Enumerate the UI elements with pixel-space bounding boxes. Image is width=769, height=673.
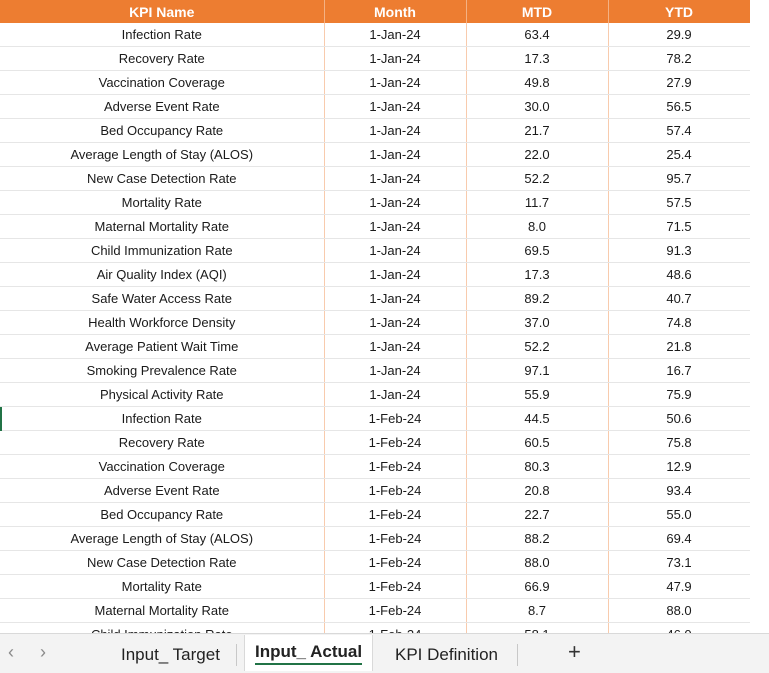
cell-ytd[interactable]: 57.5 bbox=[608, 191, 750, 215]
cell-ytd[interactable]: 95.7 bbox=[608, 167, 750, 191]
cell-month[interactable]: 1-Jan-24 bbox=[324, 191, 466, 215]
cell-month[interactable]: 1-Feb-24 bbox=[324, 479, 466, 503]
cell-ytd[interactable]: 12.9 bbox=[608, 455, 750, 479]
cell-ytd[interactable]: 93.4 bbox=[608, 479, 750, 503]
cell-kpi-name[interactable]: Health Workforce Density bbox=[0, 311, 324, 335]
cell-kpi-name[interactable]: Air Quality Index (AQI) bbox=[0, 263, 324, 287]
cell-month[interactable]: 1-Jan-24 bbox=[324, 359, 466, 383]
cell-kpi-name[interactable]: Infection Rate bbox=[0, 23, 324, 47]
cell-kpi-name[interactable]: Bed Occupancy Rate bbox=[0, 503, 324, 527]
table-row bbox=[0, 71, 750, 95]
cell-month[interactable]: 1-Jan-24 bbox=[324, 119, 466, 143]
tab-label: KPI Definition bbox=[395, 645, 498, 664]
table-row bbox=[0, 167, 750, 191]
tab-label: Input_ Target bbox=[121, 645, 220, 664]
table-row bbox=[0, 143, 750, 167]
cell-mtd[interactable]: 20.8 bbox=[466, 479, 608, 503]
cell-kpi-name[interactable]: Child Immunization Rate bbox=[0, 239, 324, 263]
cell-mtd[interactable]: 8.0 bbox=[466, 215, 608, 239]
cell-mtd[interactable]: 11.7 bbox=[466, 191, 608, 215]
header-mtd[interactable]: MTD bbox=[466, 0, 608, 23]
cell-ytd[interactable]: 16.7 bbox=[608, 359, 750, 383]
cell-mtd[interactable]: 55.9 bbox=[466, 383, 608, 407]
table-row bbox=[0, 383, 750, 407]
cell-kpi-name[interactable]: Vaccination Coverage bbox=[0, 455, 324, 479]
cell-ytd[interactable]: 69.4 bbox=[608, 527, 750, 551]
tab-kpi-definition[interactable] bbox=[385, 640, 508, 670]
cell-ytd[interactable]: 57.4 bbox=[608, 119, 750, 143]
table-row bbox=[0, 47, 750, 71]
table-row bbox=[0, 359, 750, 383]
cell-ytd[interactable]: 75.9 bbox=[608, 383, 750, 407]
cell-kpi-name[interactable]: Vaccination Coverage bbox=[0, 71, 324, 95]
table-row bbox=[0, 551, 750, 575]
cell-month[interactable]: 1-Jan-24 bbox=[324, 143, 466, 167]
cell-mtd[interactable]: 22.7 bbox=[466, 503, 608, 527]
cell-ytd[interactable]: 91.3 bbox=[608, 239, 750, 263]
cell-mtd[interactable]: 66.9 bbox=[466, 575, 608, 599]
cell-mtd[interactable]: 49.8 bbox=[466, 71, 608, 95]
cell-month[interactable]: 1-Jan-24 bbox=[324, 71, 466, 95]
table-row bbox=[0, 263, 750, 287]
table-row bbox=[0, 215, 750, 239]
cell-ytd[interactable]: 29.9 bbox=[608, 23, 750, 47]
header-kpi-name[interactable]: KPI Name bbox=[0, 0, 324, 23]
cell-mtd[interactable]: 17.3 bbox=[466, 263, 608, 287]
cell-kpi-name[interactable]: Maternal Mortality Rate bbox=[0, 215, 324, 239]
header-ytd[interactable]: YTD bbox=[608, 0, 750, 23]
cell-ytd[interactable]: 55.0 bbox=[608, 503, 750, 527]
cell-ytd[interactable]: 50.6 bbox=[608, 407, 750, 431]
cell-month[interactable]: 1-Jan-24 bbox=[324, 311, 466, 335]
cell-kpi-name[interactable]: Maternal Mortality Rate bbox=[0, 599, 324, 623]
cell-mtd[interactable]: 44.5 bbox=[466, 407, 608, 431]
cell-kpi-name[interactable]: Smoking Prevalence Rate bbox=[0, 359, 324, 383]
cell-kpi-name[interactable]: Average Length of Stay (ALOS) bbox=[0, 143, 324, 167]
row-selection-marker bbox=[0, 407, 2, 431]
table-row bbox=[0, 479, 750, 503]
prev-sheet-arrow-icon[interactable]: ‹ bbox=[8, 642, 14, 662]
cell-month[interactable]: 1-Jan-24 bbox=[324, 263, 466, 287]
cell-kpi-name[interactable]: New Case Detection Rate bbox=[0, 167, 324, 191]
cell-mtd[interactable]: 63.4 bbox=[466, 23, 608, 47]
cell-ytd[interactable]: 40.7 bbox=[608, 287, 750, 311]
table-row bbox=[0, 575, 750, 599]
cell-ytd[interactable]: 48.6 bbox=[608, 263, 750, 287]
table-row bbox=[0, 95, 750, 119]
cell-mtd[interactable]: 52.2 bbox=[466, 335, 608, 359]
cell-month[interactable]: 1-Feb-24 bbox=[324, 503, 466, 527]
cell-mtd[interactable]: 17.3 bbox=[466, 47, 608, 71]
cell-mtd[interactable]: 88.0 bbox=[466, 551, 608, 575]
cell-mtd[interactable]: 21.7 bbox=[466, 119, 608, 143]
cell-month[interactable]: 1-Jan-24 bbox=[324, 239, 466, 263]
active-tab-underline bbox=[255, 663, 362, 665]
cell-kpi-name[interactable]: Safe Water Access Rate bbox=[0, 287, 324, 311]
cell-kpi-name[interactable]: Adverse Event Rate bbox=[0, 95, 324, 119]
empty-column-area[interactable] bbox=[750, 0, 769, 633]
cell-mtd[interactable]: 52.2 bbox=[466, 167, 608, 191]
cell-mtd[interactable]: 88.2 bbox=[466, 527, 608, 551]
table-row bbox=[0, 455, 750, 479]
cell-ytd[interactable]: 88.0 bbox=[608, 599, 750, 623]
cell-mtd[interactable]: 89.2 bbox=[466, 287, 608, 311]
table-row bbox=[0, 23, 750, 47]
cell-ytd[interactable]: 75.8 bbox=[608, 431, 750, 455]
table-row bbox=[0, 407, 750, 431]
tab-separator bbox=[236, 644, 237, 666]
cell-month[interactable]: 1-Feb-24 bbox=[324, 455, 466, 479]
cell-ytd[interactable]: 27.9 bbox=[608, 71, 750, 95]
cell-ytd[interactable]: 47.9 bbox=[608, 575, 750, 599]
cell-month[interactable]: 1-Feb-24 bbox=[324, 527, 466, 551]
cell-ytd[interactable]: 74.8 bbox=[608, 311, 750, 335]
cell-kpi-name[interactable]: Adverse Event Rate bbox=[0, 479, 324, 503]
cell-ytd[interactable]: 56.5 bbox=[608, 95, 750, 119]
table-row bbox=[0, 119, 750, 143]
cell-kpi-name[interactable]: Mortality Rate bbox=[0, 191, 324, 215]
header-row bbox=[0, 0, 750, 23]
tab-input-target[interactable] bbox=[111, 640, 230, 670]
cell-month[interactable]: 1-Feb-24 bbox=[324, 599, 466, 623]
cell-month[interactable]: 1-Feb-24 bbox=[324, 431, 466, 455]
cell-ytd[interactable]: 78.2 bbox=[608, 47, 750, 71]
cell-month[interactable]: 1-Jan-24 bbox=[324, 47, 466, 71]
cell-mtd[interactable]: 37.0 bbox=[466, 311, 608, 335]
header-month[interactable]: Month bbox=[324, 0, 466, 23]
cell-month[interactable]: 1-Feb-24 bbox=[324, 575, 466, 599]
cell-month[interactable]: 1-Feb-24 bbox=[324, 551, 466, 575]
table-row bbox=[0, 311, 750, 335]
cell-mtd[interactable]: 60.5 bbox=[466, 431, 608, 455]
cell-kpi-name[interactable]: Recovery Rate bbox=[0, 431, 324, 455]
tab-separator bbox=[517, 644, 518, 666]
cell-kpi-name[interactable]: Bed Occupancy Rate bbox=[0, 119, 324, 143]
cell-month[interactable]: 1-Jan-24 bbox=[324, 167, 466, 191]
cell-kpi-name[interactable]: Recovery Rate bbox=[0, 47, 324, 71]
cell-month[interactable]: 1-Feb-24 bbox=[324, 407, 466, 431]
cell-kpi-name[interactable]: Mortality Rate bbox=[0, 575, 324, 599]
table-row bbox=[0, 191, 750, 215]
cell-month[interactable]: 1-Jan-24 bbox=[324, 95, 466, 119]
cell-month[interactable]: 1-Jan-24 bbox=[324, 335, 466, 359]
cell-kpi-name[interactable]: Physical Activity Rate bbox=[0, 383, 324, 407]
cell-mtd[interactable]: 80.3 bbox=[466, 455, 608, 479]
cell-mtd[interactable]: 30.0 bbox=[466, 95, 608, 119]
tab-label: Input_ Actual bbox=[255, 642, 363, 661]
cell-mtd[interactable]: 8.7 bbox=[466, 599, 608, 623]
cell-month[interactable]: 1-Jan-24 bbox=[324, 215, 466, 239]
cell-ytd[interactable]: 73.1 bbox=[608, 551, 750, 575]
cell-month[interactable]: 1-Jan-24 bbox=[324, 383, 466, 407]
cell-ytd[interactable]: 25.4 bbox=[608, 143, 750, 167]
add-sheet-icon[interactable]: + bbox=[568, 639, 581, 664]
cell-kpi-name[interactable]: New Case Detection Rate bbox=[0, 551, 324, 575]
tab-input-actual[interactable] bbox=[244, 635, 373, 671]
table-row bbox=[0, 503, 750, 527]
cell-mtd[interactable]: 22.0 bbox=[466, 143, 608, 167]
cell-mtd[interactable]: 69.5 bbox=[466, 239, 608, 263]
cell-month[interactable]: 1-Jan-24 bbox=[324, 23, 466, 47]
table-row bbox=[0, 335, 750, 359]
cell-mtd[interactable]: 97.1 bbox=[466, 359, 608, 383]
cell-kpi-name[interactable]: Infection Rate bbox=[0, 407, 324, 431]
table-body bbox=[0, 23, 750, 647]
cell-month[interactable]: 1-Jan-24 bbox=[324, 287, 466, 311]
table-row bbox=[0, 431, 750, 455]
table-row bbox=[0, 239, 750, 263]
cell-kpi-name[interactable]: Average Patient Wait Time bbox=[0, 335, 324, 359]
cell-ytd[interactable]: 21.8 bbox=[608, 335, 750, 359]
next-sheet-arrow-icon[interactable]: › bbox=[40, 642, 46, 662]
sheet-tab-bar bbox=[0, 633, 769, 673]
cell-ytd[interactable]: 71.5 bbox=[608, 215, 750, 239]
table-row bbox=[0, 599, 750, 623]
table-row bbox=[0, 527, 750, 551]
table-row bbox=[0, 287, 750, 311]
cell-kpi-name[interactable]: Average Length of Stay (ALOS) bbox=[0, 527, 324, 551]
